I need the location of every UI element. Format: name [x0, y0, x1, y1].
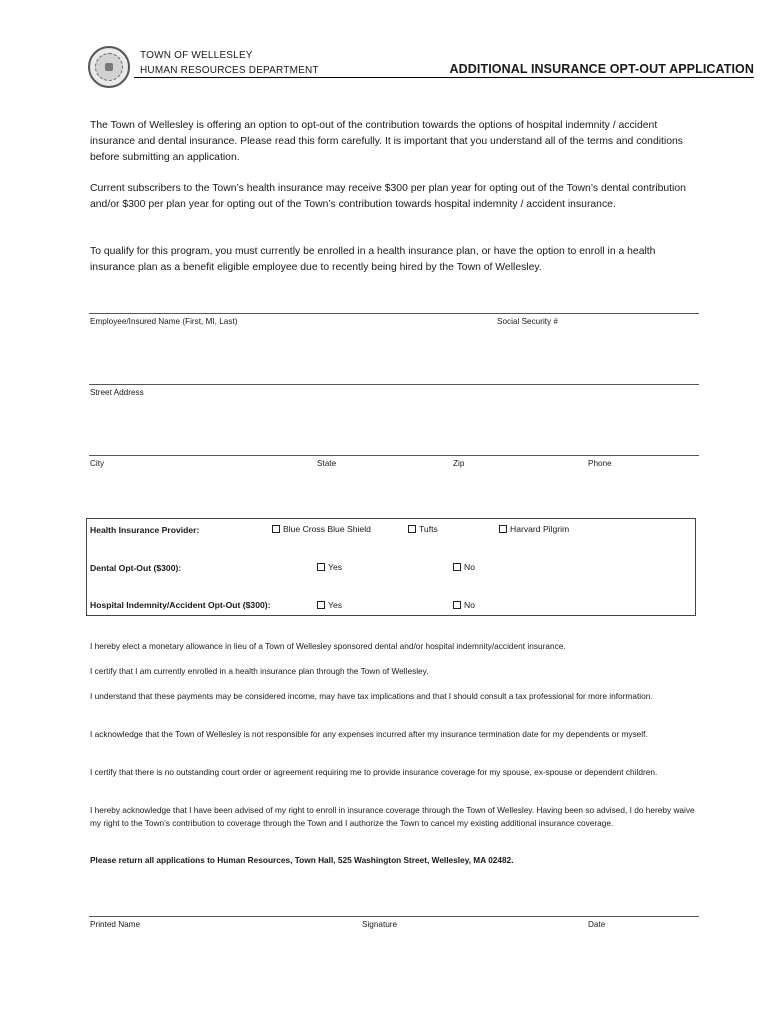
form-title: ADDITIONAL INSURANCE OPT-OUT APPLICATION	[449, 62, 754, 76]
city-field-line[interactable]	[89, 455, 699, 456]
dental-no-option[interactable]	[453, 562, 475, 572]
hospital-optout-label: Hospital Indemnity/Accident Opt-Out ($300):	[90, 600, 271, 610]
hospital-no-option[interactable]	[453, 600, 475, 610]
statement-6: I hereby acknowledge that I have been advised of my right to enroll in insurance coverage through the Town of Wellesley. Having been so advised, I do hereby waive my right to the Town’s contribution to coverage through the Town and I authorize the Town to cancel my existing additional insurance coverage.	[90, 805, 695, 828]
zip-field-label: Zip	[453, 459, 465, 468]
provider-option-bcbs[interactable]	[272, 524, 371, 534]
street-field-line[interactable]	[89, 384, 699, 385]
provider-option-harvard[interactable]	[499, 524, 569, 534]
checkbox-icon[interactable]	[499, 525, 507, 533]
checkbox-icon[interactable]	[408, 525, 416, 533]
signature-line[interactable]	[89, 916, 699, 917]
statement-4: I acknowledge that the Town of Wellesley is not responsible for any expenses incurred after my insurance termination date for my dependents or myself.	[90, 729, 648, 739]
provider-label: Health Insurance Provider:	[90, 525, 200, 535]
dental-no-label: No	[464, 562, 475, 572]
hospital-yes-option[interactable]	[317, 600, 342, 610]
ssn-field-label: Social Security #	[497, 317, 558, 326]
intro-paragraph-1: The Town of Wellesley is offering an option to opt-out of the contribution towards the options of hospital indemnity / accident insurance and dental insurance. Please read this form carefully. It is important that you understand all of the terms and conditions before submitting an application.	[90, 120, 683, 163]
department-name: HUMAN RESOURCES DEPARTMENT	[140, 65, 319, 76]
signature-label: Signature	[362, 920, 398, 929]
city-field-label: City	[90, 459, 105, 468]
hospital-no-label: No	[464, 600, 475, 610]
statement-1: I hereby elect a monetary allowance in lieu of a Town of Wellesley sponsored dental and/or hospital indemnity/accident insurance.	[90, 641, 566, 651]
statement-5: I certify that there is no outstanding court order or agreement requiring me to provide insurance coverage for my spouse, ex-spouse or dependent children.	[90, 767, 658, 777]
dental-yes-label: Yes	[328, 562, 343, 572]
date-label: Date	[588, 920, 606, 929]
checkbox-icon[interactable]	[317, 563, 325, 571]
street-field-label: Street Address	[90, 388, 144, 397]
return-instructions: Please return all applications to Human Resources, Town Hall, 525 Washington Street, Wellesley, MA 02482.	[90, 855, 514, 865]
printed-name-label: Printed Name	[90, 920, 141, 929]
checkbox-icon[interactable]	[317, 601, 325, 609]
statement-2: I certify that I am currently enrolled in a health insurance plan through the Town of Wellesley.	[90, 666, 429, 676]
phone-field-label: Phone	[588, 459, 612, 468]
provider-option-harvard-label: Harvard Pilgrim	[510, 524, 570, 534]
dental-optout-label: Dental Opt-Out ($300):	[90, 563, 182, 573]
checkbox-icon[interactable]	[453, 601, 461, 609]
state-field-label: State	[317, 459, 337, 468]
checkbox-icon[interactable]	[453, 563, 461, 571]
hospital-yes-label: Yes	[328, 600, 343, 610]
name-field-line[interactable]	[89, 313, 699, 314]
name-field-label: Employee/Insured Name (First, MI, Last)	[90, 317, 238, 326]
provider-option-bcbs-label: Blue Cross Blue Shield	[283, 524, 371, 534]
org-name: TOWN OF WELLESLEY	[140, 50, 253, 61]
provider-option-tufts-label: Tufts	[419, 524, 438, 534]
intro-paragraph-3: To qualify for this program, you must currently be enrolled in a health insurance plan, or have the option to enroll in a health insurance plan as a benefit eligible employee due to recently being hired by the Town of Wellesley.	[90, 246, 656, 273]
provider-option-tufts[interactable]	[408, 524, 438, 534]
town-seal-logo	[88, 46, 130, 88]
header-divider	[134, 77, 754, 78]
checkbox-icon[interactable]	[272, 525, 280, 533]
statement-3: I understand that these payments may be considered income, may have tax implications and that I should consult a tax professional for more information.	[90, 691, 653, 701]
dental-yes-option[interactable]	[317, 562, 342, 572]
intro-paragraph-2: Current subscribers to the Town’s health insurance may receive $300 per plan year for opting out of the Town’s dental contribution and/or $300 per plan year for opting out of the Town’s contribution towards hospital indemnity / accident insurance.	[90, 183, 686, 210]
